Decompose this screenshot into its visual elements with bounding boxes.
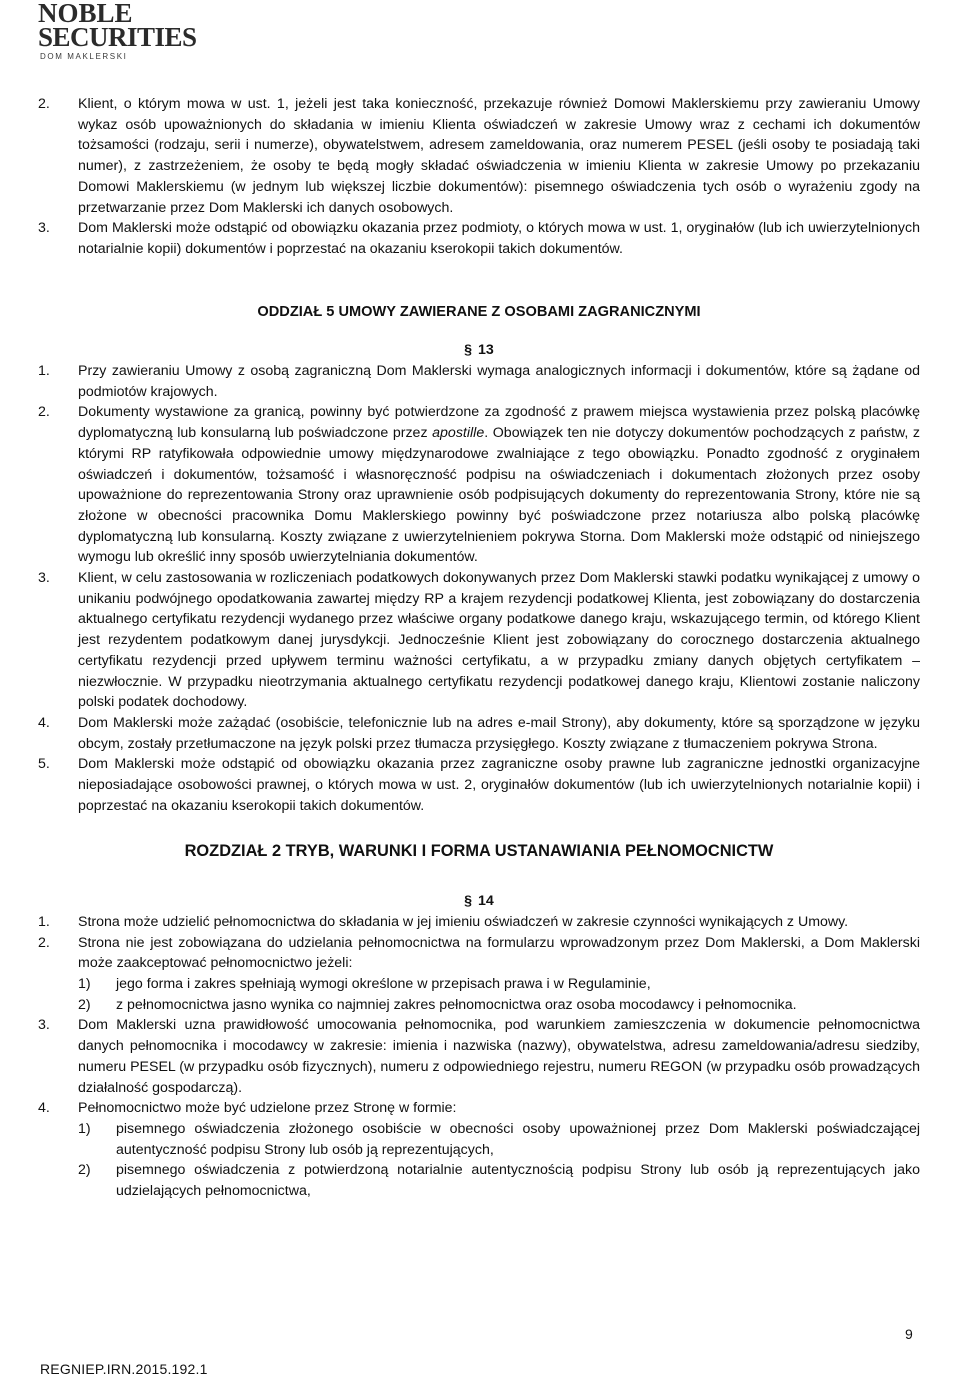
chapter2-item-2: [38, 933, 920, 1016]
item-number: 5.: [38, 756, 50, 773]
chapter2-item-4: [38, 1098, 920, 1202]
page-number: 9: [905, 1326, 913, 1342]
logo-line-noble: NOBLE: [38, 0, 133, 28]
item-text: Dom Maklerski może odstąpić od obowiązku okazania przez zagraniczne osoby prawne lub zagraniczne jednostki organizacyjne nieposiadające osobowości prawnej, o których mowa w ust. 2, oryginałów dokumentów (lub ich uwierzytelnionych notarialnie kopii) i poprzestać na okazaniu kserokopii takich dokumentów.: [78, 756, 920, 814]
paragraph-number: 14: [478, 893, 494, 910]
sub-item-text: z pełnomocnictwa jasno wynika co najmniej zakres pełnomocnictwa oraz osoba mocodawcy i pełnomocnika.: [116, 996, 797, 1013]
sub-item-number: 1): [78, 976, 91, 993]
item-number: 4.: [38, 1100, 50, 1117]
item-number: 1.: [38, 363, 50, 380]
section5-item-2: [38, 402, 920, 568]
item-text: Dom Maklerski może zażądać (osobiście, telefonicznie lub na adres e-mail Strony), aby dokumenty, które są sporządzone w języku obcym, zostały przetłumaczone na język polski przez tłumacza przysięgłego. Koszty związane z tłumaczeniem pokrywa Strona.: [78, 714, 920, 752]
section5-item-3: [38, 568, 920, 713]
company-logo: [38, 2, 208, 64]
item-text: Strona nie jest zobowiązana do udzielania pełnomocnictwa na formularzu wprowadzonym przez Dom Maklerski, a Dom Maklerski może zaakceptować pełnomocnictwo jeżeli:: [78, 934, 920, 972]
item-text: Dom Maklerski uzna prawidłowość umocowania pełnomocnika, pod warunkiem zamieszczenia w dokumencie pełnomocnictwa danych pełnomocnika i mocodawcy w zakresie: imienia i nazwiska (nazwy), obywatelstwa, adresu zameldowania/adresu siedziby, numeru PESEL (w przypadku osób fizycznych), numeru z odpowiedniego rejestru, numeru REGON (w przypadku osób prowadzących działalność gospodarczą).: [78, 1017, 920, 1096]
paragraph-heading-14: [38, 891, 920, 912]
item-number: 3.: [38, 1017, 50, 1034]
item-text: Klient, w celu zastosowania w rozliczeniach podatkowych dokonywanych przez Dom Maklerski stawki podatku wynikającej z umowy o unikaniu podwójnego opodatkowania zawartej między RP a krajem rezydencji podatkowej Klienta, jest zobowiązany do dostarczenia aktualnego certyfikatu rezydencji wydanego przez właściwe organy podatkowe danego kraju, wskazującego termin, od którego Klient jest rezydentem podatkowym danej jurysdykcji. Jednocześnie Klient jest zobowiązany do corocznego dostarczenia aktualnego certyfikatu rezydencji przed upływem terminu ważności certyfikatu, a w przypadku zmiany danych objętych certyfikatem – niezwłocznie. W przypadku nieotrzymania aktualnego certyfikatu rezydencji podatkowej danego kraju, Klientowi zostanie naliczony polski podatek dochodowy.: [78, 570, 920, 711]
item-text: Strona może udzielić pełnomocnictwa do składania w jej imieniu oświadczeń w zakresie czynności wynikających z Umowy.: [78, 913, 849, 930]
item-text: Klient, o którym mowa w ust. 1, jeżeli jest taka konieczność, przekazuje również Domowi Maklerskiemu przy zawieraniu Umowy wykaz osób upoważnionych do składania w imieniu Klienta oświadczeń w zakresie Umowy wraz z cechami ich dokumentów tożsamości (rodzaju, serii i numerze), obywatelstwem, adresem zameldowania, oraz numerem PESEL (jeśli osoby te posiadają taki numer), z zastrzeżeniem, że osoby te będą mogły składać oświadczenia w imieniu Klienta w zakresie Umowy po przekazaniu Domowi Maklerskiemu (w jednym lub większej liczbie dokumentów): pisemnego oświadczenia tych osób o wyrażeniu zgody na przetwarzanie przez Dom Maklerski ich danych osobowych.: [78, 96, 920, 216]
item-number: 2.: [38, 934, 50, 951]
sub-item-2: [78, 995, 920, 1016]
sub-item-text: pisemnego oświadczenia złożonego osobiście w obecności osoby upoważnionej przez Dom Maklerski poświadczającej autentyczność podpisu Strony lub osób ją reprezentujących,: [116, 1120, 920, 1158]
item-number: 3.: [38, 220, 50, 237]
sub-item-1: [78, 1119, 920, 1160]
item-text-italic: apostille: [432, 425, 485, 442]
section5-item-1: [38, 361, 920, 402]
item-number: 2.: [38, 404, 50, 421]
item-text: Pełnomocnictwo może być udzielone przez Stronę w formie:: [78, 1100, 457, 1117]
section5-item-4: [38, 713, 920, 754]
logo-line-securities: SECURITIES: [38, 22, 197, 52]
paragraph-sign: §: [464, 893, 473, 910]
section-heading: ODDZIAŁ 5 UMOWY ZAWIERANE Z OSOBAMI ZAGRANICZNYMI: [257, 303, 701, 320]
sub-item-text: jego forma i zakres spełniają wymogi określone w przepisach prawa i w Regulaminie,: [116, 976, 651, 993]
item-number: 1.: [38, 913, 50, 930]
paragraph-number: 13: [478, 342, 494, 359]
chapter2-item-3: [38, 1015, 920, 1098]
paragraph-heading-13: [38, 340, 920, 361]
sub-item-1: [78, 974, 920, 995]
paragraph-sign: §: [464, 342, 473, 359]
chapter-heading: ROZDZIAŁ 2 TRYB, WARUNKI I FORMA USTANAWIANIA PEŁNOMOCNICTW: [184, 841, 774, 860]
item-number: 4.: [38, 714, 50, 731]
item-text: Dokumenty wystawione za granicą, powinny być potwierdzone za zgodność z prawem miejsca wystawienia przez polską placówkę dyplomatyczną lub konsularną lub poświadczone przez: [78, 404, 920, 442]
intro-item-3: [38, 218, 920, 259]
item-text: Dom Maklerski może odstąpić od obowiązku okazania przez podmioty, o których mowa w ust. 1, oryginałów (lub ich uwierzytelnionych notarialnie kopii) dokumentów i poprzestać na okazaniu kserokopii takich dokumentów.: [78, 220, 920, 257]
item-number: 2.: [38, 96, 50, 112]
sub-item-number: 2): [78, 996, 91, 1013]
section5-item-5: [38, 754, 920, 816]
logo-line-dom-maklerski: DOM MAKLERSKI: [40, 52, 128, 61]
sub-item-number: 2): [78, 1162, 91, 1179]
item-text: Przy zawieraniu Umowy z osobą zagraniczną Dom Maklerski wymaga analogicznych informacji i dokumentów, które są żądane od podmiotów krajowych.: [78, 363, 920, 400]
sub-item-2: [78, 1160, 920, 1201]
chapter2-item-1: [38, 912, 920, 933]
document-body: [38, 94, 920, 1202]
item-number: 3.: [38, 570, 50, 587]
sub-item-text: pisemnego oświadczenia z potwierdzoną notarialnie autentycznością podpisu Strony lub osób ją reprezentujących jako udzielających pełnomocnictwa,: [116, 1162, 920, 1200]
intro-item-2: [38, 94, 920, 218]
sub-item-number: 1): [78, 1120, 91, 1137]
item-text: . Obowiązek ten nie dotyczy dokumentów pochodzących z państw, z którymi RP ratyfikowała odpowiednie umowy międzynarodowe zwalniające z tego obowiązku. Ponadto zgodność z oryginałem oświadczeń i dokumentów, tożsamość i własnoręczność podpisu na oświadczeniach i dokumentach złożonych przez osoby upoważnione do reprezentowania Strony oraz uprawnienie osób podpisujących dokumenty do reprezentowania Strony, które nie są złożone w obecności pracownika Domu Maklerskiego powinny być poświadczone przez notariusza albo polską placówkę dyplomatyczną lub konsularną. Koszty związane z uwierzytelnieniem pokrywa Storna. Dom Maklerski może odstąpić od niniejszego wymogu lub określić inny sposób uwierzytelniania dokumentów.: [78, 425, 920, 566]
document-reference: REGNIEP.IRN.2015.192.1: [40, 1361, 208, 1377]
